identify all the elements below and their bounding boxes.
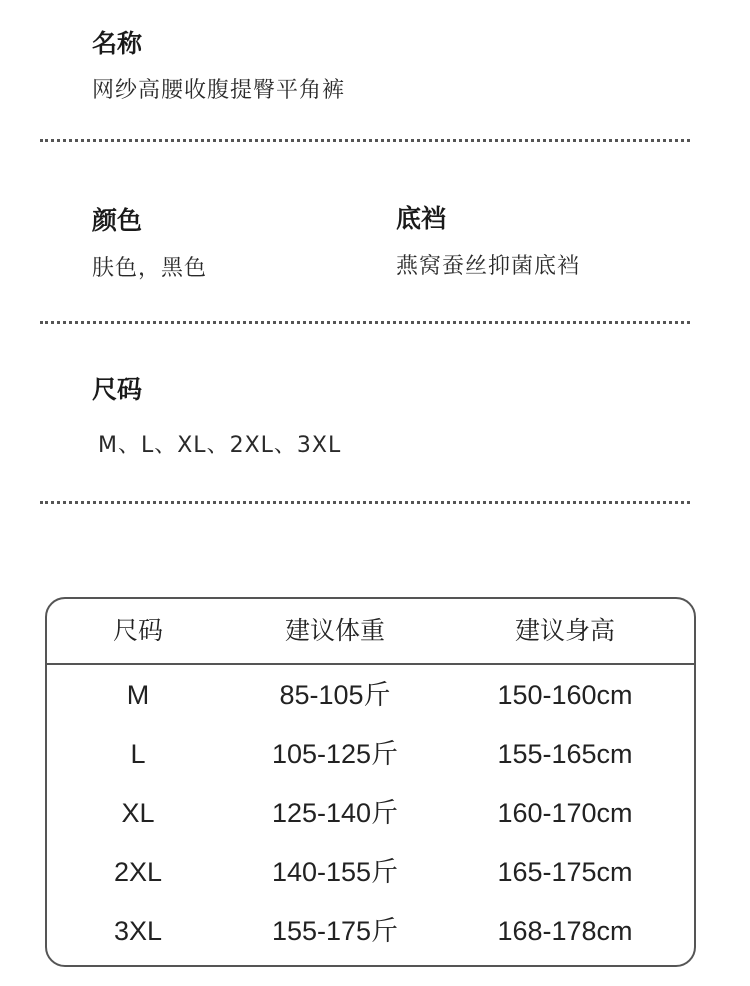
size-chart-table bbox=[45, 597, 696, 967]
row-height: 168-178cm bbox=[497, 916, 633, 946]
header-weight: 建议体重 bbox=[284, 616, 386, 645]
row-height: 160-170cm bbox=[497, 798, 633, 828]
crotch-value: 燕窝蚕丝抑菌底裆 bbox=[396, 254, 581, 279]
color-value: 肤色，黑色 bbox=[92, 256, 208, 281]
header-height: 建议身高 bbox=[514, 616, 616, 645]
divider bbox=[40, 321, 690, 324]
divider bbox=[40, 139, 690, 142]
size-label: 尺码 bbox=[92, 375, 143, 404]
row-height: 150-160cm bbox=[497, 680, 633, 710]
crotch-label: 底裆 bbox=[396, 204, 447, 233]
row-weight: 140-155斤 bbox=[271, 857, 399, 887]
row-size: M bbox=[126, 680, 150, 710]
name-label: 名称 bbox=[92, 29, 143, 58]
row-height: 165-175cm bbox=[497, 857, 633, 887]
row-weight: 85-105斤 bbox=[279, 680, 391, 710]
header-size: 尺码 bbox=[112, 616, 164, 645]
name-value: 网纱高腰收腹提臀平角裤 bbox=[92, 78, 346, 103]
row-size: XL bbox=[121, 798, 155, 828]
row-size: 3XL bbox=[113, 916, 163, 946]
color-label: 颜色 bbox=[92, 206, 143, 235]
size-value: M、L、XL、2XL、3XL bbox=[98, 433, 342, 458]
row-weight: 125-140斤 bbox=[271, 798, 399, 828]
divider bbox=[40, 501, 690, 504]
table-header bbox=[47, 599, 694, 665]
row-height: 155-165cm bbox=[497, 739, 633, 769]
row-weight: 155-175斤 bbox=[271, 916, 399, 946]
row-size: 2XL bbox=[113, 857, 163, 887]
row-weight: 105-125斤 bbox=[271, 739, 399, 769]
row-size: L bbox=[130, 739, 146, 769]
